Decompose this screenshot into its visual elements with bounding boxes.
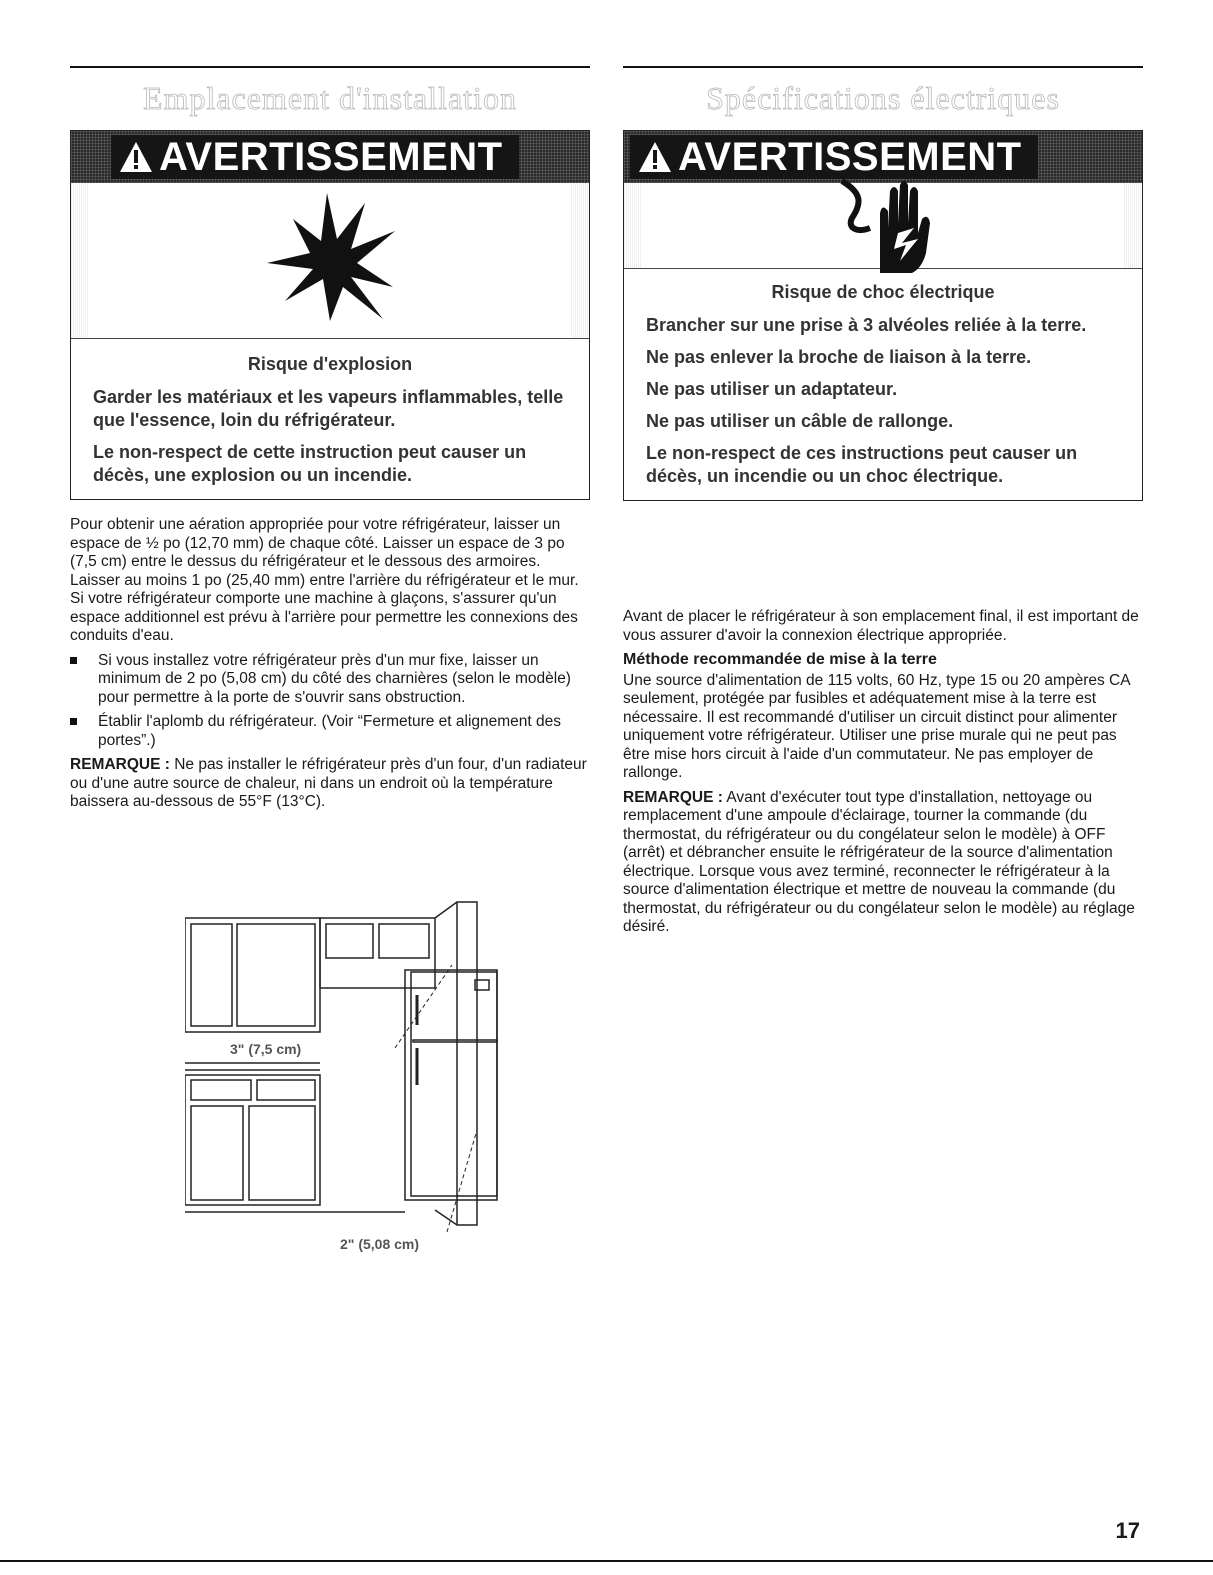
note-label: REMARQUE : bbox=[70, 756, 170, 773]
subheading: Méthode recommandée de mise à la terre bbox=[623, 651, 937, 668]
warning-box-explosion bbox=[70, 130, 590, 500]
right-body bbox=[623, 608, 1141, 943]
warning-line: Brancher sur une prise à 3 alvéoles reliée à la terre. bbox=[646, 315, 1087, 335]
section-title: Spécifications électriques bbox=[706, 80, 1060, 116]
list-item-text: Si vous installez votre réfrigérateur près d'un mur fixe, laisser un minimum de 2 po (5,08 cm) du côté des charnières (selon le modèle) pour permettre à la porte de s'ouvrir sans obstruction. bbox=[98, 651, 571, 706]
section-rule bbox=[623, 66, 1143, 68]
electric-shock-icon bbox=[822, 173, 972, 273]
explosion-icon bbox=[255, 191, 405, 331]
warning-label: AVERTISSEMENT bbox=[159, 134, 503, 179]
bottom-rule bbox=[0, 1560, 1213, 1562]
note-paragraph bbox=[623, 789, 1141, 937]
warning-text bbox=[71, 339, 589, 499]
warning-line: Ne pas utiliser un câble de rallonge. bbox=[646, 411, 954, 431]
left-body bbox=[70, 516, 588, 818]
risk-title: Risque d'explosion bbox=[247, 354, 413, 374]
list-item bbox=[70, 652, 588, 708]
warning-text bbox=[624, 269, 1142, 500]
warning-box-electric bbox=[623, 130, 1143, 501]
bullet-icon bbox=[70, 657, 77, 664]
bullet-list bbox=[70, 652, 588, 751]
intro-paragraph: Avant de placer le réfrigérateur à son emplacement final, il est important de vous assurer d'avoir la connexion électrique appropriée. bbox=[623, 608, 1139, 644]
dimension-label-top: 3" (7,5 cm) bbox=[230, 1041, 302, 1057]
note-text: Ne pas installer le réfrigérateur près d'un four, d'un radiateur ou d'une autre source de chaleur, ni dans un endroit où la température baissera au-dessous de 55°F (13°C). bbox=[70, 756, 587, 810]
warning-pictogram-area bbox=[624, 183, 1142, 269]
warning-pictogram-area bbox=[71, 183, 589, 339]
list-item bbox=[70, 713, 588, 750]
warning-header bbox=[71, 131, 589, 183]
warning-line: Ne pas enlever la broche de liaison à la terre. bbox=[646, 347, 1032, 367]
method-paragraph: Une source d'alimentation de 115 volts, 60 Hz, type 15 ou 20 ampères CA seulement, protégée par fusibles et adéquatement mise à la terre est nécessaire. Il est recommandé d'utiliser un circuit distinct pour alimenter uniquement votre réfrigérateur. Utiliser une prise murale qui ne peut pas être mise hors circuit à l'aide d'un commutateur. Ne pas employer de rallonge. bbox=[623, 671, 1130, 781]
note-paragraph bbox=[70, 756, 588, 812]
section-rule bbox=[70, 66, 590, 68]
warning-triangle-icon bbox=[119, 141, 153, 173]
warning-line: Garder les matériaux et les vapeurs inflammables, telle que l'essence, loin du réfrigérateur. bbox=[93, 387, 564, 430]
note-text: Avant d'exécuter tout type d'installation, nettoyage ou remplacement d'une ampoule d'éclairage, tourner la commande (du thermostat, du réfrigérateur ou du congélateur selon le modèle) à OFF (arrêt) et débrancher ensuite le réfrigérateur de la source d'alimentation électrique. Lorsque vous avez terminé, reconnecter le réfrigérateur à la source d'alimentation électrique et mettre de nouveau la commande (du thermostat, du réfrigérateur ou du congélateur selon le modèle) au réglage désiré. bbox=[623, 788, 1135, 935]
warning-line: Le non-respect de cette instruction peut causer un décès, une explosion ou un incendie. bbox=[93, 442, 527, 485]
note-label: REMARQUE : bbox=[623, 788, 723, 806]
section-title: Emplacement d'installation bbox=[143, 80, 517, 116]
list-item-text: Établir l'aplomb du réfrigérateur. (Voir “Fermeture et alignement des portes”.) bbox=[98, 713, 562, 749]
warning-label: AVERTISSEMENT bbox=[678, 134, 1022, 179]
installation-diagram bbox=[185, 900, 505, 1250]
warning-line: Le non-respect de ces instructions peut causer un décès, un incendie ou un choc électrique. bbox=[646, 443, 1078, 486]
bullet-icon bbox=[70, 718, 77, 725]
dimension-label-side: 2" (5,08 cm) bbox=[340, 1236, 420, 1252]
page-number: 17 bbox=[1115, 1518, 1140, 1543]
risk-title: Risque de choc électrique bbox=[771, 282, 995, 302]
warning-line: Ne pas utiliser un adaptateur. bbox=[646, 379, 898, 399]
warning-triangle-icon bbox=[638, 141, 672, 173]
intro-paragraph: Pour obtenir une aération appropriée pour votre réfrigérateur, laisser un espace de ½ po (12,70 mm) de chaque côté. Laisser un espace de 3 po (7,5 cm) entre le dessus du réfrigérateur et le dessous des armoires. Laisser au moins 1 po (25,40 mm) entre l'arrière du réfrigérateur et le mur. Si votre réfrigérateur comporte une machine à glaçons, s'assurer qu'un espace additionnel est prévu à l'arrière pour permettre les connexions des conduits d'eau. bbox=[70, 516, 579, 644]
